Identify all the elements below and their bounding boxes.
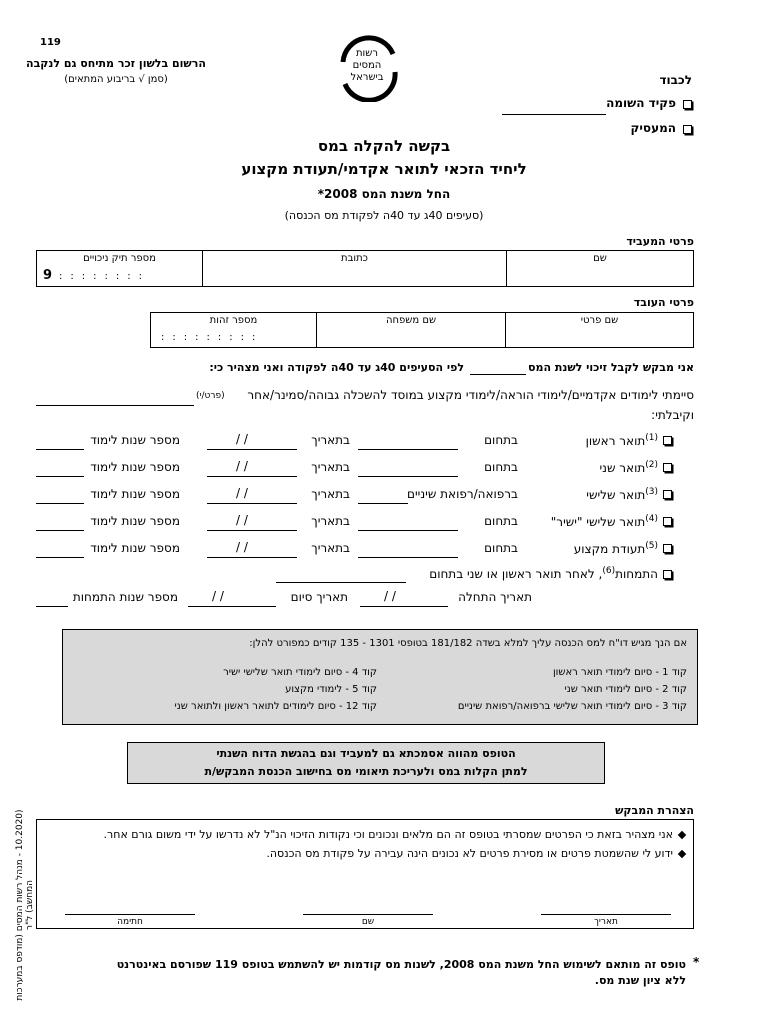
- sign-date-label: תאריך: [594, 917, 618, 927]
- employer-details-table: [36, 250, 694, 287]
- degree-checkbox[interactable]: [663, 490, 672, 499]
- tax-authority-logo: [327, 32, 407, 102]
- codes-right: קוד 1 - סיום לימודי תואר ראשון קוד 2 - סיום לימודי תואר שני קוד 3 - סיום לימודי תואר שלישי ברפואה/רפואת שיניים: [457, 667, 687, 712]
- employee-details-table: [150, 312, 694, 348]
- completed-text: סיימתי לימודים אקדמיים/לימודי הוראה/לימודי מקצוע במוסד להשכלה גבוהה/סמינר/אחר: [247, 388, 694, 402]
- notice-line-2: למתן הקלות במס ולעריכת תיאומי מס בחישוב הכנסת המבקש/ת: [204, 765, 528, 778]
- employer-address-field[interactable]: כתובת: [202, 251, 506, 286]
- declaration-title: הצהרת המבקש: [615, 804, 694, 817]
- degree-years-label: מספר שנות לימוד: [90, 433, 180, 447]
- specialization-label: התמחות$^{(6)}$, לאחר תואר ראשון או שני בתחום: [429, 566, 658, 581]
- codes-box: [62, 629, 698, 725]
- received-label: וקיבלתי:: [651, 408, 694, 422]
- logo-text: רשות המסים בישראל: [350, 48, 384, 83]
- signature-label: חתימה: [117, 917, 143, 927]
- degree-field-input[interactable]: [358, 449, 458, 450]
- degree-years-input[interactable]: [36, 503, 84, 504]
- degree-years-input[interactable]: [36, 557, 84, 558]
- degree-date-slashes: / /: [236, 486, 248, 500]
- sign-date-input[interactable]: [541, 914, 671, 915]
- footnote-line-1: טופס זה מותאם לשימוש החל משנת המס 2008, לשנות מס קודמות יש להשתמש בטופס 119 שפורסם באינטרנט: [116, 958, 686, 971]
- degree-checkbox[interactable]: [663, 436, 672, 445]
- degree-date-input[interactable]: [207, 503, 297, 504]
- employer-name-field[interactable]: שם: [506, 251, 693, 286]
- employee-section-title: פרטי העובד: [633, 296, 694, 309]
- employer-option-label: המעסיק: [630, 121, 676, 135]
- degree-date-slashes: / /: [236, 459, 248, 473]
- signature-input[interactable]: [65, 914, 195, 915]
- degree-years-input[interactable]: [36, 476, 84, 477]
- spec-years-input[interactable]: [36, 606, 68, 607]
- spec-years-label: מספר שנות התמחות: [72, 590, 178, 604]
- notice-line-1: הטופס מהווה אסמכתא גם למעביד וגם בהגשת הדוח השנתי: [216, 747, 516, 760]
- degree-date-label: בתאריך: [311, 541, 350, 555]
- footnote-line-2: ללא ציון שנת מס.: [594, 974, 686, 987]
- employer-section-title: פרטי המעביד: [626, 235, 694, 248]
- tax-officer-checkbox[interactable]: [683, 100, 692, 109]
- sign-name-label: שם: [361, 917, 375, 927]
- degree-date-slashes: / /: [236, 513, 248, 527]
- spec-start-label: תאריך התחלה: [458, 590, 532, 604]
- side-note: (10.2020 - מנהל רשות המסים (מודפס במערכות המחשב) ל"ר: [15, 809, 35, 1001]
- employer-file-prefix: 9: [43, 268, 53, 283]
- degree-field-input[interactable]: [358, 503, 408, 504]
- to-label: לכבוד: [659, 73, 692, 87]
- employee-firstname-field[interactable]: שם פרטי: [505, 313, 693, 347]
- notice-box: [127, 742, 605, 784]
- degree-label: $^{(2)}$תואר שני: [599, 460, 658, 475]
- codes-intro: אם הנך מגיש דו"ח למס הכנסה עליך למלא בשדה 181/182 בטופסי 1301 - 135 קודים כמפורט להלן:: [249, 638, 687, 649]
- degree-label: $^{(1)}$תואר ראשון: [585, 433, 658, 448]
- degree-checkbox[interactable]: [663, 544, 672, 553]
- declaration-box: [36, 819, 694, 929]
- declaration-line-2: ידוע לי שהשמטת פרטים או מסירת פרטים לא נכונים הינה עבירה על פקודת מס הכנסה.: [266, 847, 685, 860]
- degree-years-input[interactable]: [36, 530, 84, 531]
- degree-field-input[interactable]: [358, 476, 458, 477]
- degree-field-label: בתחום: [484, 541, 518, 555]
- footnote-star: *: [693, 955, 700, 969]
- declaration-line-1: אני מצהיר בזאת כי הפרטים שמסרתי בטופס זה הם מלאים ונכונים וכי נקודות הזיכוי הנ"ל לא נדרשו על ידי משום גורם אחר.: [104, 828, 685, 841]
- request-text-a: אני מבקש לקבל זיכוי לשנת המס: [528, 361, 694, 374]
- employer-checkbox[interactable]: [683, 125, 692, 134]
- degree-date-input[interactable]: [207, 530, 297, 531]
- degree-label: $^{(5)}$תעודת מקצוע: [573, 541, 658, 556]
- degree-years-input[interactable]: [36, 449, 84, 450]
- specify-note: (פרט/י): [196, 391, 225, 401]
- degree-field-label: בתחום: [484, 433, 518, 447]
- employee-lastname-field[interactable]: שם משפחה: [316, 313, 505, 347]
- degree-date-label: בתאריך: [311, 460, 350, 474]
- degree-date-slashes: / /: [236, 432, 248, 446]
- degree-years-label: מספר שנות לימוד: [90, 487, 180, 501]
- spec-start-date-input[interactable]: [360, 606, 448, 607]
- institution-other-input[interactable]: [36, 405, 194, 406]
- codes-left: קוד 4 - סיום לימודי תואר שלישי ישיר קוד 5 - לימודי מקצוע קוד 12 - סיום לימודים לתואר ראשון ולתואר שני: [174, 667, 377, 712]
- degree-field-input[interactable]: [358, 530, 458, 531]
- degree-date-label: בתאריך: [311, 514, 350, 528]
- form-number: 119: [40, 37, 61, 48]
- title-sections: (סעיפים 40ג עד 40ה לפקודת מס הכנסה): [284, 209, 484, 222]
- employer-file-number-field[interactable]: מספר תיק ניכויים 9 ::::::::: [43, 253, 156, 283]
- degree-years-label: מספר שנות לימוד: [90, 514, 180, 528]
- degree-date-slashes: / /: [236, 540, 248, 554]
- degree-field-input[interactable]: [358, 557, 458, 558]
- degree-field-label: בתחום: [484, 460, 518, 474]
- spec-end-label: תאריך סיום: [290, 590, 348, 604]
- request-text-b: לפי הסעיפים 40ג עד 40ה לפקודה ואני מצהיר כי:: [209, 361, 464, 374]
- degree-date-input[interactable]: [207, 449, 297, 450]
- degree-years-label: מספר שנות לימוד: [90, 541, 180, 555]
- degree-date-input[interactable]: [207, 476, 297, 477]
- title-sub: ליחיד הזכאי לתואר אקדמי/תעודת מקצוע: [241, 160, 527, 178]
- tax-year-input[interactable]: [470, 374, 526, 375]
- degree-label: $^{(4)}$תואר שלישי "ישיר": [550, 514, 658, 529]
- gender-note: הרשום בלשון זכר מתיחס גם לנקבה: [26, 57, 206, 70]
- title-main: בקשה להקלה במס: [317, 137, 451, 155]
- tax-officer-line[interactable]: [502, 114, 606, 115]
- degree-label: $^{(3)}$תואר שלישי: [586, 487, 658, 502]
- title-year: החל משנת המס 2008*: [317, 187, 451, 201]
- degree-field-label: ברפואה/רפואת שיניים: [407, 487, 518, 501]
- degree-checkbox[interactable]: [663, 517, 672, 526]
- employee-id-field[interactable]: מספר זהות :::::::::: [161, 315, 264, 343]
- mark-note: (סמן √ בריבוע המתאים): [64, 74, 168, 85]
- degree-field-label: בתחום: [484, 514, 518, 528]
- degree-date-input[interactable]: [207, 557, 297, 558]
- degree-years-label: מספר שנות לימוד: [90, 460, 180, 474]
- specialization-field-input[interactable]: [276, 582, 406, 583]
- degree-date-label: בתאריך: [311, 487, 350, 501]
- degree-date-label: בתאריך: [311, 433, 350, 447]
- degree-checkbox[interactable]: [663, 463, 672, 472]
- sign-name-input[interactable]: [303, 914, 433, 915]
- tax-officer-label: פקיד השומה: [606, 96, 676, 110]
- specialization-checkbox[interactable]: [663, 570, 672, 579]
- spec-end-date-input[interactable]: [188, 606, 276, 607]
